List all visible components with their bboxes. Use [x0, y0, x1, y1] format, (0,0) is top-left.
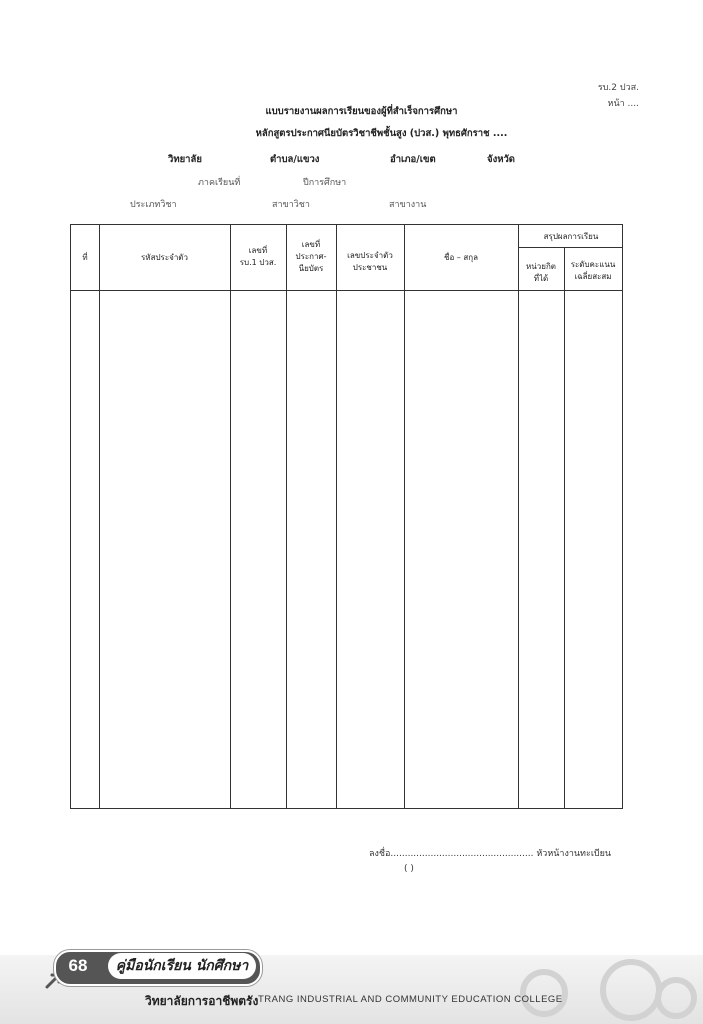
col-header-cert-line2: ประกาศ-: [295, 252, 327, 261]
work-field-label: สาขางาน: [389, 200, 427, 210]
summary-group-divider: [518, 247, 622, 248]
col-header-citizen-line2: ประชาชน: [352, 263, 388, 272]
column-divider: [404, 225, 405, 808]
results-table: [70, 224, 623, 809]
footer-college-name-english: TRANG INDUSTRIAL AND COMMUNITY EDUCATION COLLEGE: [258, 994, 563, 1005]
table-header-divider: [71, 290, 622, 291]
semester-field-label: ภาคเรียนที่: [198, 178, 241, 188]
form-subtitle: หลักสูตรประกาศนียบัตรวิชาชีพชั้นสูง (ปวส.) พุทธศักราช ....: [255, 128, 508, 139]
col-header-student-id: รหัสประจำตัว: [141, 253, 188, 262]
subject-type-field-label: ประเภทวิชา: [130, 200, 177, 210]
column-divider: [230, 225, 231, 808]
gear-decoration-icon: [655, 977, 697, 1019]
province-field-label: จังหวัด: [487, 154, 515, 165]
form-code: รบ.2 ปวส.: [597, 83, 639, 93]
college-field-label: วิทยาลัย: [168, 154, 202, 165]
column-divider: [99, 225, 100, 808]
major-field-label: สาขาวิชา: [272, 200, 310, 210]
column-divider: [286, 225, 287, 808]
footer-page-number: 68: [68, 956, 88, 975]
signature-line: ลงชื่อ.................................................. หัวหน้างานทะเบียน: [369, 849, 612, 859]
subdistrict-field-label: ตำบล/แขวง: [270, 154, 320, 165]
col-header-cert: [286, 239, 336, 275]
col-header-name: ชื่อ – สกุล: [444, 253, 478, 262]
column-divider: [336, 225, 337, 808]
col-header-rb1-line2: รบ.1 ปวส.: [239, 258, 277, 267]
district-field-label: อำเภอ/เขต: [390, 154, 436, 165]
col-header-rb1-line1: เลขที่: [248, 246, 268, 255]
col-header-cert-line3: นียบัตร: [298, 264, 324, 273]
column-divider: [518, 225, 519, 808]
col-header-gpa-line1: ระดับคะแนน: [570, 260, 616, 269]
gear-decoration-icon: [600, 959, 662, 1021]
col-header-summary-group: สรุปผลการเรียน: [543, 232, 599, 241]
col-header-gpa-line2: เฉลี่ยสะสม: [574, 272, 612, 281]
footer-college-name-thai: วิทยาลัยการอาชีพตรัง: [145, 994, 259, 1008]
col-header-gpa: [564, 259, 622, 283]
col-header-no: ที่: [82, 253, 88, 262]
form-title: แบบรายงานผลการเรียนของผู้ที่สำเร็จการศึกษา: [265, 106, 458, 117]
col-header-credits: [518, 261, 564, 285]
col-header-rb1: [230, 245, 286, 269]
col-header-citizen-id: [336, 250, 404, 274]
col-header-citizen-line1: เลขประจำตัว: [347, 251, 393, 260]
page-number-field: หน้า ....: [607, 99, 639, 109]
col-header-credits-line1: หน่วยกิต: [526, 262, 556, 271]
col-header-cert-line1: เลขที่: [301, 240, 321, 249]
footer-handbook-title: คู่มือนักเรียน นักศึกษา: [108, 953, 256, 979]
gear-decoration-icon: [520, 969, 568, 1017]
signature-name-parentheses: ( ): [404, 864, 414, 874]
column-divider: [564, 247, 565, 808]
academic-year-field-label: ปีการศึกษา: [303, 178, 347, 188]
col-header-credits-line2: ที่ได้: [533, 274, 549, 283]
